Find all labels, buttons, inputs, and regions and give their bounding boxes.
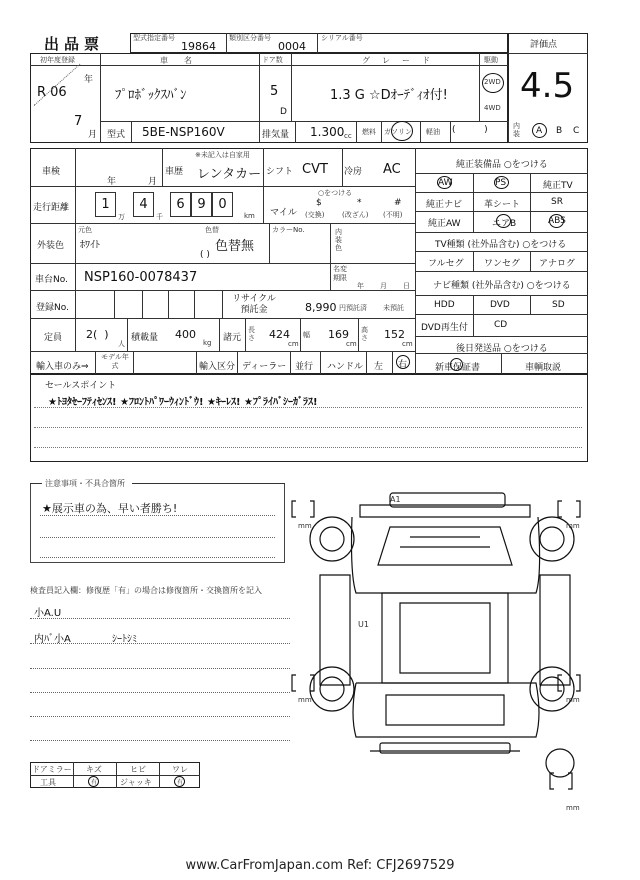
usage: レンタカー bbox=[197, 167, 262, 182]
unknown: (不明) bbox=[383, 211, 403, 219]
recycle-not-deposited: 未預託 bbox=[383, 304, 404, 312]
notes-text: ★展示車の為、早い者勝ち! bbox=[42, 502, 178, 515]
shift: CVT bbox=[302, 162, 328, 177]
tv-fullseg: フルセグ bbox=[428, 259, 464, 269]
mm-front-left: mm bbox=[298, 522, 312, 530]
kg-unit: kg bbox=[203, 339, 212, 347]
right-hand: 右 bbox=[398, 360, 408, 370]
grade: 1.3 G ☆Dｵｰﾃﾞｨｵ付! bbox=[330, 88, 448, 103]
inspector-line-2b: ｼｰﾄｼﾐ bbox=[112, 634, 137, 645]
fuel-paren: ( ) bbox=[452, 125, 488, 135]
capacity: 2( ) bbox=[86, 328, 109, 341]
type-no-label: 型式指定番号 bbox=[133, 34, 175, 42]
left-hand: 左 bbox=[374, 362, 384, 372]
width-label: 幅 bbox=[303, 331, 310, 339]
equip-aw: AW bbox=[438, 178, 453, 188]
parallel: 並行 bbox=[295, 362, 314, 372]
unknown-sym: # bbox=[394, 198, 402, 208]
interior-b: B bbox=[556, 126, 563, 136]
car-name: ﾌﾟﾛﾎﾞｯｸｽﾊﾞﾝ bbox=[115, 88, 187, 103]
mm-front-right: mm bbox=[566, 522, 580, 530]
mileage-digit-5: 0 bbox=[212, 192, 233, 217]
capacity-label: 定員 bbox=[44, 333, 63, 343]
mm-rear-right: mm bbox=[566, 696, 580, 704]
fuel-label: 燃料 bbox=[362, 128, 376, 136]
exchanged: (交換) bbox=[305, 211, 325, 219]
width: 169 bbox=[328, 328, 349, 341]
equip-abs: ABS bbox=[548, 216, 566, 226]
damage-mark-u1: U1 bbox=[358, 620, 369, 629]
parts-scratch: キズ bbox=[86, 765, 102, 774]
displacement: 1.300 bbox=[310, 125, 345, 139]
altered-sym: * bbox=[357, 198, 362, 208]
sheet-title: 出品票 bbox=[44, 35, 105, 53]
mileage-digit-4: 9 bbox=[191, 192, 212, 217]
ext-color-label: 外装色 bbox=[37, 241, 65, 251]
drive-label: 駆動 bbox=[484, 56, 498, 64]
height-label: 高さ bbox=[361, 326, 368, 342]
color-no-label: カラーNo. bbox=[272, 226, 305, 234]
disp-label: 排気量 bbox=[262, 130, 290, 140]
import-label: 輸入車のみ⇒ bbox=[36, 362, 89, 372]
mileage-digit-3: 6 bbox=[170, 192, 191, 217]
orig-color: ﾎﾜｲﾄ bbox=[80, 240, 100, 251]
notes-box bbox=[30, 483, 285, 563]
parts-tools-yes: 有 bbox=[91, 779, 98, 786]
color-change: 色替無 bbox=[215, 239, 255, 254]
length-label: 長さ bbox=[248, 326, 255, 342]
footer-ref: www.CarFromJapan.com Ref: CFJ2697529 bbox=[185, 858, 455, 873]
cd: CD bbox=[494, 320, 508, 330]
import-div-label: 輸入区分 bbox=[199, 362, 236, 372]
navi-title: ナビ種類 (社外品含む) ○をつける bbox=[433, 281, 571, 291]
interior-label: 内 装 bbox=[513, 122, 520, 138]
equip-tv: 純正TV bbox=[543, 181, 573, 191]
drive-2wd: 2WD bbox=[484, 78, 501, 86]
parts-break: ワレ bbox=[172, 765, 188, 774]
ac: AC bbox=[383, 162, 401, 177]
length: 424 bbox=[269, 328, 290, 341]
shift-label: シフト bbox=[266, 167, 294, 177]
later-manual: 車輌取説 bbox=[525, 363, 562, 373]
equip-navi: 純正ナビ bbox=[426, 200, 463, 210]
first-reg-month: 7 bbox=[74, 114, 83, 129]
parts-jack: ジャッキ bbox=[120, 778, 152, 787]
handle-label: ハンドル bbox=[327, 362, 364, 372]
interior-a: A bbox=[536, 126, 543, 136]
recycle-deposited: 円預託済 bbox=[339, 304, 367, 312]
interior-c: C bbox=[573, 126, 580, 136]
tv-title: TV種類 (社外品含む) ○をつける bbox=[435, 240, 567, 250]
notes-label: 注意事項・不具合箇所 bbox=[45, 479, 125, 488]
car-name-label: 車名 bbox=[160, 56, 208, 65]
class-no-label: 類別区分番号 bbox=[229, 34, 271, 42]
first-reg-label: 初年度登録 bbox=[40, 56, 75, 64]
insp-year: 年 bbox=[107, 177, 117, 187]
load: 400 bbox=[175, 328, 196, 341]
score-label: 評価点 bbox=[530, 40, 558, 50]
month-suffix: 月 bbox=[88, 130, 98, 140]
length-unit: cm bbox=[288, 340, 299, 348]
interior-color-label: 内装色 bbox=[335, 228, 342, 252]
score-value: 4.5 bbox=[520, 66, 575, 106]
later-warranty: 新車保証書 bbox=[435, 363, 481, 373]
drive-4wd: 4WD bbox=[484, 104, 501, 112]
km-unit: km bbox=[244, 212, 255, 220]
parts-mirror: ドアミラー bbox=[32, 765, 72, 774]
usage-note: ※未記入は自家用 bbox=[195, 151, 250, 159]
insp-month: 月 bbox=[148, 177, 158, 187]
navi-dvd: DVD bbox=[490, 300, 510, 310]
equip-airbag: エアB bbox=[492, 219, 517, 229]
equip-sr: SR bbox=[551, 197, 563, 207]
inspector-label: 検査員記入欄：修復歴「有」の場合は修復箇所・交換箇所を記入 bbox=[30, 586, 262, 595]
parts-tools: 工具 bbox=[40, 778, 56, 787]
load-label: 積載量 bbox=[131, 333, 159, 343]
altered: (改ざん) bbox=[342, 211, 369, 219]
recycle-amount: 8,990 bbox=[305, 301, 337, 314]
inspection-label: 車検 bbox=[42, 167, 61, 177]
tv-analog: アナログ bbox=[539, 259, 576, 269]
mile: マイル bbox=[270, 208, 297, 218]
inspector-line-1: 小A.U bbox=[34, 608, 62, 619]
color-change-label: 色替 bbox=[205, 226, 219, 234]
model-label: 型式 bbox=[107, 130, 126, 140]
dvd-play: DVD再生付 bbox=[421, 323, 468, 333]
year-suffix: 年 bbox=[84, 75, 94, 85]
navi-hdd: HDD bbox=[434, 300, 455, 310]
parts-crack: ヒビ bbox=[130, 765, 146, 774]
mm-spare: mm bbox=[566, 804, 580, 812]
circle-note: ○をつける bbox=[318, 189, 353, 197]
ac-label: 冷房 bbox=[344, 167, 363, 177]
sales-text: ★ﾄﾖﾀｾｰﾌﾃｨｾﾝｽ! ★ﾌﾛﾝﾄﾊﾟﾜｰｳｨﾝﾄﾞｳ! ★ｷｰﾚｽ! ★ﾌﾟﾗｲﾊﾞｼｰｶﾞﾗｽ! bbox=[48, 397, 318, 408]
tv-oneseg: ワンセグ bbox=[484, 259, 521, 269]
height-unit: cm bbox=[402, 340, 413, 348]
equip-leather: 革シート bbox=[484, 200, 521, 210]
dims-label: 諸元 bbox=[223, 333, 242, 343]
sales-label: セールスポイント bbox=[45, 381, 117, 391]
chassis-label: 車台No. bbox=[35, 275, 68, 285]
person-unit: 人 bbox=[118, 340, 125, 348]
recycle-label: リサイクル預託金 bbox=[232, 294, 276, 315]
usage-label: 車歴 bbox=[165, 167, 184, 177]
color-paren: ( ) bbox=[200, 250, 210, 260]
car-diagram bbox=[290, 485, 590, 815]
chassis-no: NSP160-0078437 bbox=[84, 270, 198, 285]
mm-rear-left: mm bbox=[298, 696, 312, 704]
parts-jack-yes: 有 bbox=[177, 779, 184, 786]
nc-month: 月 bbox=[380, 282, 387, 290]
width-unit: cm bbox=[346, 340, 357, 348]
first-reg-year: R 06 bbox=[37, 85, 67, 100]
doors-label: ドア数 bbox=[262, 56, 283, 64]
type-no: 19864 bbox=[181, 40, 216, 53]
mileage-digit-2: 4 bbox=[133, 192, 154, 217]
nc-year: 年 bbox=[357, 282, 364, 290]
disp-unit: cc bbox=[344, 132, 352, 140]
mileage-label: 走行距離 bbox=[33, 203, 70, 213]
nc-day: 日 bbox=[403, 282, 410, 290]
damage-mark-a1: A1 bbox=[390, 495, 401, 504]
dealer: ディーラー bbox=[242, 362, 287, 372]
fuel-diesel: 軽油 bbox=[426, 128, 440, 136]
class-no: 0004 bbox=[278, 40, 306, 53]
navi-sd: SD bbox=[552, 300, 565, 310]
model-year-label: モデル年式 bbox=[101, 353, 129, 370]
doors: 5 bbox=[270, 84, 279, 99]
name-change-label: 名変期限 bbox=[333, 265, 347, 282]
equip-title: 純正装備品 ○をつける bbox=[456, 160, 548, 170]
sen-unit: 千 bbox=[156, 213, 163, 221]
inspector-line-2a: 内ﾊﾞ小A bbox=[34, 634, 71, 645]
mileage-digit-1: 1 bbox=[95, 192, 116, 217]
doors-d: D bbox=[280, 107, 287, 117]
grade-label: グレード bbox=[362, 56, 442, 65]
man-unit: 万 bbox=[118, 213, 125, 221]
serial-label: シリアル番号 bbox=[321, 34, 363, 42]
height: 152 bbox=[384, 328, 405, 341]
equip-ps: PS bbox=[495, 178, 507, 188]
orig-color-label: 元色 bbox=[78, 226, 92, 234]
exchanged-sym: $ bbox=[316, 198, 322, 208]
fuel-gas: ガソリン bbox=[384, 128, 412, 136]
reg-label: 登録No. bbox=[36, 303, 69, 313]
equip-pure-aw: 純正AW bbox=[428, 219, 461, 229]
later-title: 後日発送品 ○をつける bbox=[456, 344, 548, 354]
model-code: 5BE-NSP160V bbox=[142, 125, 225, 139]
